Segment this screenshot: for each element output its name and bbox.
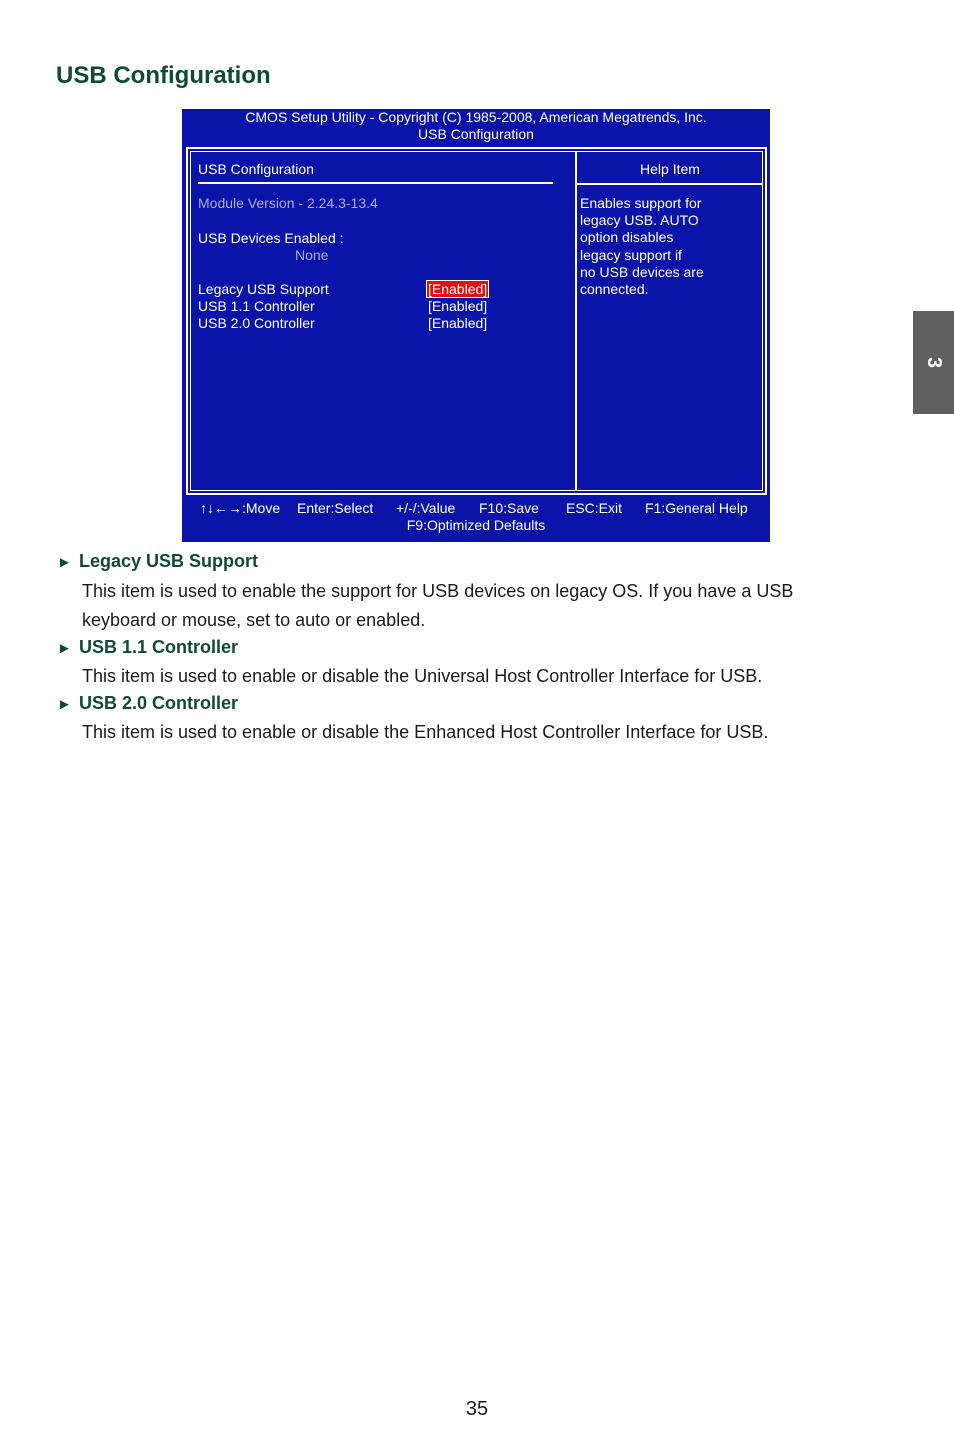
bios-screen-title: USB Configuration — [418, 126, 534, 142]
help-line: connected. — [580, 281, 649, 298]
key-save: F10:Save — [479, 500, 539, 516]
key-exit: ESC:Exit — [566, 500, 623, 516]
key-optimized-defaults: F9:Optimized Defaults — [406, 517, 546, 533]
key-value: +/-/:Value — [396, 500, 456, 516]
chapter-tab — [913, 311, 954, 414]
setting-legacy-usb-value[interactable]: [Enabled] — [428, 281, 488, 297]
desc-usb20-controller: This item is used to enable or disable the Enhanced Host Controller Interface for USB. — [82, 722, 769, 742]
heading-usb20-controller: ► USB 2.0 Controller — [57, 693, 239, 713]
usb-devices-label: USB Devices Enabled : — [198, 230, 344, 246]
help-panel-title: Help Item — [640, 161, 700, 177]
help-line: no USB devices are — [580, 263, 704, 280]
bios-frame — [186, 147, 767, 495]
bios-screenshot — [182, 109, 770, 542]
help-line: legacy USB. AUTO — [580, 212, 699, 229]
desc-usb11-controller: This item is used to enable or disable the Universal Host Controller Interface for USB. — [82, 666, 763, 686]
key-select: Enter:Select — [297, 500, 374, 516]
left-panel-rule — [198, 182, 553, 184]
help-line: legacy support if — [580, 246, 682, 263]
arrow-right-icon: ► — [57, 554, 72, 571]
setting-usb11-value[interactable]: [Enabled] — [428, 298, 488, 314]
setting-usb20-value[interactable]: [Enabled] — [428, 315, 488, 331]
heading-usb11-controller: ► USB 1.1 Controller — [57, 637, 239, 657]
module-version: Module Version - 2.24.3-13.4 — [198, 195, 378, 211]
desc-legacy-usb-support: This item is used to enable the support for USB devices on legacy OS. If you have a USB keyboard or mouse, set to auto or enabled. — [82, 581, 794, 630]
setting-usb11-label[interactable]: USB 1.1 Controller — [198, 298, 315, 314]
bios-copyright: CMOS Setup Utility - Copyright (C) 1985-2008, American Megatrends, Inc. — [245, 109, 707, 125]
setting-legacy-usb-label[interactable]: Legacy USB Support — [198, 281, 329, 297]
bios-header — [182, 109, 770, 143]
arrow-right-icon: ► — [57, 640, 72, 657]
bios-frame-inner — [190, 151, 763, 491]
setting-usb20-label[interactable]: USB 2.0 Controller — [198, 315, 315, 331]
help-line: Enables support for — [580, 195, 702, 211]
arrow-right-icon: ► — [57, 696, 72, 713]
left-panel-title: USB Configuration — [198, 161, 314, 177]
key-general-help: F1:General Help — [645, 500, 748, 516]
page-title: USB Configuration — [56, 62, 271, 89]
usb-devices-value: None — [295, 247, 329, 263]
chapter-number: 3 — [923, 356, 945, 369]
help-line: option disables — [580, 229, 674, 246]
help-text — [580, 195, 750, 298]
help-panel-rule — [577, 183, 763, 185]
page-number: 35 — [465, 1398, 489, 1420]
key-move: ↑↓←→:Move — [200, 500, 281, 516]
panel-divider — [575, 152, 577, 490]
heading-legacy-usb-support: ► Legacy USB Support — [57, 551, 259, 571]
